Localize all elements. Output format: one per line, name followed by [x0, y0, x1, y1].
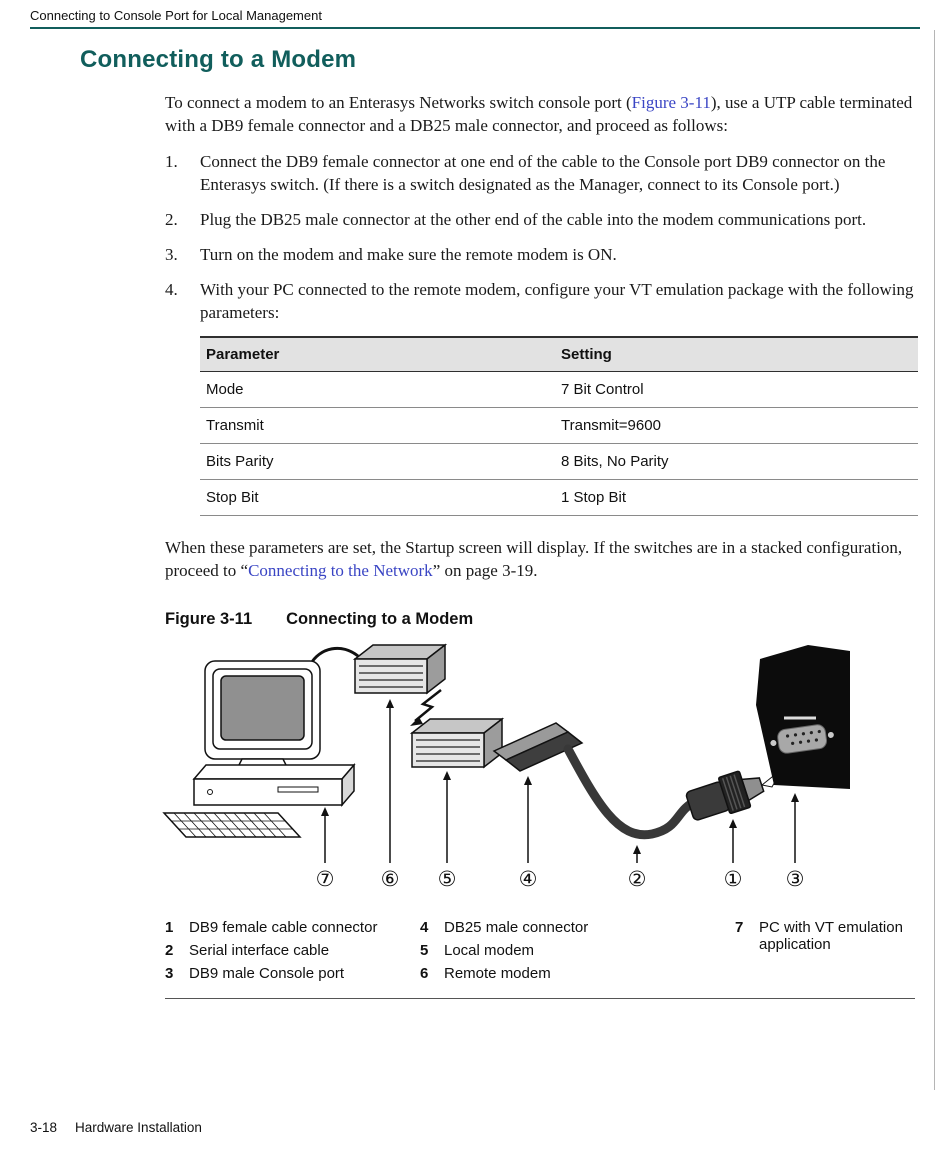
callout-4: ④ [518, 867, 538, 891]
serial-cable [568, 749, 696, 835]
table-cell-setting: 8 Bits, No Parity [555, 444, 918, 480]
page-edge-line [934, 30, 935, 1090]
step-item [165, 278, 915, 324]
callout-5: ⑤ [437, 867, 457, 891]
step-item [165, 243, 915, 266]
column-header-setting: Setting [561, 346, 612, 363]
legend-item [420, 942, 735, 959]
legend-number: 4 [420, 919, 429, 936]
table-row [200, 444, 918, 480]
callout-2: ② [627, 867, 647, 891]
closing-pre: When these parameters are set, the Startup screen will display. If the switches are in a stacked configuration, proceed to “ [165, 538, 903, 580]
legend-item [165, 942, 420, 959]
table-cell-parameter: Transmit [200, 408, 555, 444]
running-footer [30, 1120, 202, 1135]
figure-title: Connecting to a Modem [286, 610, 474, 628]
intro-paragraph [165, 91, 915, 137]
legend-number: 6 [420, 965, 429, 982]
callout-6: ⑥ [380, 867, 400, 891]
legend-number: 5 [420, 942, 429, 959]
figure-reference-link[interactable]: Figure 3-11 [631, 93, 711, 112]
step-text: With your PC connected to the remote modem, configure your VT emulation package with the following parameters: [200, 280, 914, 322]
network-section-link[interactable]: Connecting to the Network [248, 561, 433, 580]
pc-illustration [164, 648, 358, 837]
console-port-panel [756, 645, 850, 789]
footer-page-number: 3-18 [30, 1120, 58, 1135]
legend-text: DB9 male Console port [189, 965, 345, 982]
header-rule [30, 27, 920, 29]
legend-item [420, 919, 735, 936]
table-row [200, 372, 918, 408]
legend-text: Serial interface cable [189, 942, 330, 959]
figure-label: Figure 3-11 [165, 610, 253, 628]
step-item [165, 208, 915, 231]
figure-illustration [160, 641, 860, 873]
table-cell-setting: Transmit=9600 [555, 408, 918, 444]
legend-bottom-rule [165, 998, 915, 999]
legend-text: PC with VT emulation application [759, 919, 903, 953]
figure-legend [165, 919, 915, 988]
footer-title: Hardware Installation [75, 1120, 202, 1135]
body-block [165, 91, 915, 999]
intro-pre: To connect a modem to an Enterasys Networks switch console port ( [165, 93, 632, 112]
legend-item [165, 919, 420, 936]
legend-number: 2 [165, 942, 174, 959]
table-header-row [200, 337, 918, 372]
table-row [200, 408, 918, 444]
parameter-table [200, 336, 918, 516]
numbered-steps [165, 150, 915, 324]
running-header: Connecting to Console Port for Local Management [30, 8, 322, 23]
step-number: 1. [165, 152, 178, 171]
closing-paragraph [165, 536, 915, 582]
legend-number: 7 [735, 919, 744, 936]
legend-item [420, 965, 735, 982]
legend-item [735, 919, 915, 953]
page-title: Connecting to a Modem [80, 46, 357, 73]
column-header-parameter: Parameter [206, 346, 280, 363]
callout-7: ⑦ [315, 867, 335, 891]
step-number: 4. [165, 280, 178, 299]
figure-box [160, 641, 860, 903]
db9-connector [684, 766, 767, 825]
step-text: Plug the DB25 male connector at the other end of the cable into the modem communications port. [200, 210, 867, 229]
legend-text: Local modem [444, 942, 535, 959]
intro-post: ), use a UTP cable terminated with a DB9 female connector and a DB25 male connector, and proceed as follows: [165, 93, 913, 135]
callout-3: ③ [785, 867, 805, 891]
legend-text: Remote modem [444, 965, 551, 982]
callout-1: ① [723, 867, 743, 891]
legend-number: 1 [165, 919, 174, 936]
table-cell-parameter: Bits Parity [200, 444, 555, 480]
remote-modem [355, 645, 445, 693]
table-row [200, 480, 918, 516]
step-text: Turn on the modem and make sure the remote modem is ON. [200, 245, 617, 264]
table-cell-setting: 1 Stop Bit [555, 480, 918, 516]
figure-caption [165, 610, 915, 629]
table-cell-parameter: Mode [200, 372, 555, 408]
legend-column [420, 919, 735, 988]
legend-text: DB9 female cable connector [189, 919, 378, 936]
table-cell-setting: 7 Bit Control [555, 372, 918, 408]
legend-column [735, 919, 915, 988]
closing-post: ” on page 3-19. [432, 561, 538, 580]
step-number: 3. [165, 245, 178, 264]
legend-column [165, 919, 420, 988]
step-item [165, 150, 915, 196]
step-number: 2. [165, 210, 178, 229]
legend-item [165, 965, 420, 982]
legend-text: DB25 male connector [444, 919, 589, 936]
table-cell-parameter: Stop Bit [200, 480, 555, 516]
step-text: Connect the DB9 female connector at one end of the cable to the Console port DB9 connector on the Enterasys switch. (If there is a switch designated as the Manager, connect to its Console port.) [200, 152, 886, 194]
legend-number: 3 [165, 965, 174, 982]
local-modem [412, 719, 502, 767]
